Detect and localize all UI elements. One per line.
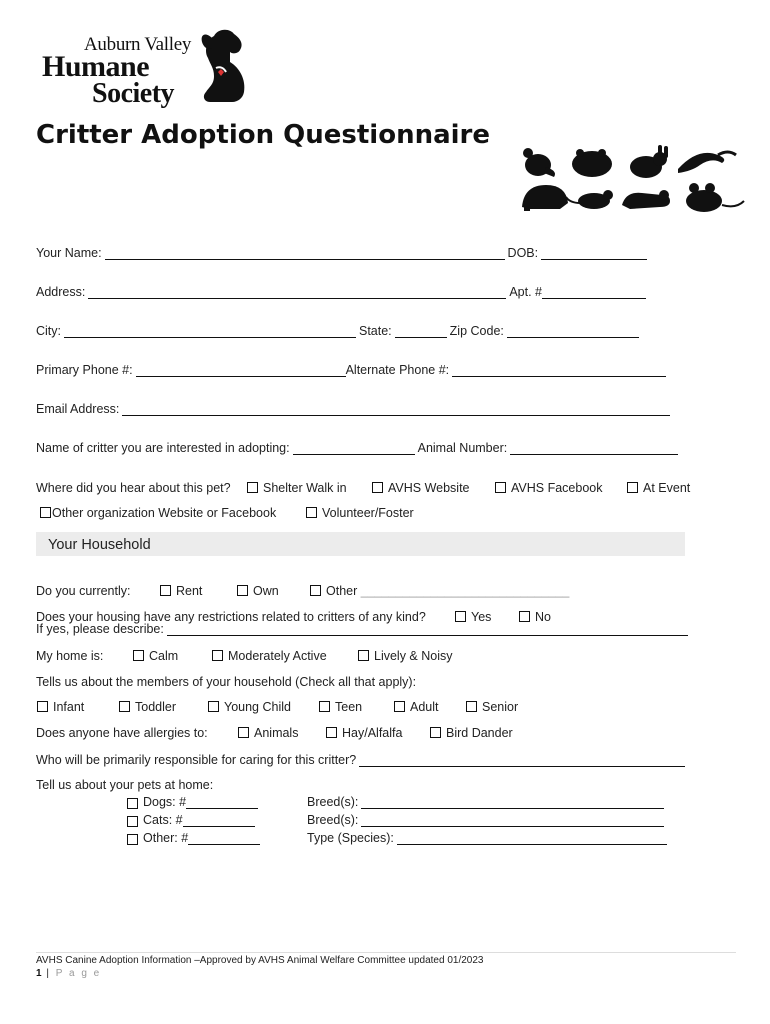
cats-breed-input[interactable] <box>361 814 664 827</box>
checkbox[interactable] <box>326 727 337 738</box>
city-row <box>36 324 642 338</box>
hamster-icon <box>572 149 612 177</box>
name-row <box>36 246 650 260</box>
checkbox[interactable] <box>319 701 330 712</box>
option-label: Yes <box>471 610 492 624</box>
animal-number-input[interactable] <box>510 442 678 455</box>
member-toddler[interactable] <box>119 700 176 714</box>
currently-own[interactable] <box>237 584 279 598</box>
address-input[interactable] <box>88 286 506 299</box>
member-infant[interactable] <box>37 700 84 714</box>
logo-line1: Auburn Valley <box>84 34 192 55</box>
checkbox[interactable] <box>310 585 321 596</box>
pets-other-row <box>127 831 263 845</box>
member-young-child[interactable] <box>208 700 291 714</box>
hear-option-website[interactable] <box>372 481 470 495</box>
email-label: Email Address: <box>36 402 120 416</box>
rabbit-icon <box>630 145 668 178</box>
logo-line2: Humane <box>42 50 150 83</box>
name-label: Your Name: <box>36 246 102 260</box>
hear-option-shelter[interactable] <box>247 481 347 495</box>
critter-name-label: Name of critter you are interested in adopting: <box>36 441 290 455</box>
pets-cats-breed-row <box>307 813 667 827</box>
allergy-hay[interactable] <box>326 726 402 740</box>
zip-input[interactable] <box>507 325 639 338</box>
option-label: Moderately Active <box>228 649 327 663</box>
describe-label: If yes, please describe: <box>36 622 164 636</box>
critter-icons <box>518 145 750 215</box>
address-row <box>36 285 649 299</box>
option-label: Own <box>253 584 279 598</box>
checkbox[interactable] <box>430 727 441 738</box>
checkbox[interactable] <box>212 650 223 661</box>
checkbox[interactable] <box>127 816 138 827</box>
section-title: Your Household <box>48 537 151 553</box>
currently-label: Do you currently: <box>36 584 131 598</box>
hear-option-other-org[interactable] <box>40 506 276 520</box>
address-label: Address: <box>36 285 86 299</box>
home-moderate[interactable] <box>212 649 327 663</box>
checkbox[interactable] <box>466 701 477 712</box>
page-num: 1 <box>36 968 42 979</box>
checkbox[interactable] <box>208 701 219 712</box>
lizard-icon <box>678 152 736 173</box>
footer-divider <box>36 952 736 953</box>
pets-dogs-breed-row <box>307 795 667 809</box>
ferret-icon <box>622 190 670 209</box>
page-number: 1 | P a g e <box>36 968 102 979</box>
pet-detail-label: Breed(s): <box>307 813 359 827</box>
pet-label: Dogs: # <box>143 795 187 809</box>
home-calm[interactable] <box>133 649 178 663</box>
pet-label: Other: # <box>143 831 189 845</box>
member-teen[interactable] <box>319 700 362 714</box>
critter-row <box>36 441 681 455</box>
dob-input[interactable] <box>541 247 647 260</box>
checkbox[interactable] <box>306 507 317 518</box>
zip-label: Zip Code: <box>449 324 504 338</box>
member-adult[interactable] <box>394 700 439 714</box>
describe-input[interactable] <box>167 623 688 636</box>
checkbox[interactable] <box>495 482 506 493</box>
option-label: Calm <box>149 649 179 663</box>
phone-row <box>36 363 669 377</box>
checkbox[interactable] <box>372 482 383 493</box>
checkbox[interactable] <box>127 834 138 845</box>
home-lively[interactable] <box>358 649 453 663</box>
checkbox[interactable] <box>627 482 638 493</box>
state-label: State: <box>359 324 392 338</box>
alt-phone-label: Alternate Phone #: <box>345 363 450 377</box>
dogs-count-input[interactable] <box>186 796 258 809</box>
option-label: Young Child <box>224 700 291 714</box>
option-label: Toddler <box>135 700 176 714</box>
option-label: Rent <box>176 584 203 598</box>
checkbox[interactable] <box>119 701 130 712</box>
responsible-input[interactable] <box>359 754 685 767</box>
email-row <box>36 402 673 416</box>
checkbox[interactable] <box>160 585 171 596</box>
pets-cats-row <box>127 813 258 827</box>
phone-label: Primary Phone #: <box>36 363 133 377</box>
page-word: P a g e <box>55 968 102 979</box>
other-count-input[interactable] <box>188 832 260 845</box>
hear-option-volunteer[interactable] <box>306 506 414 520</box>
option-label: Lively & Noisy <box>374 649 453 663</box>
home-label: My home is: <box>36 649 104 663</box>
option-label: AVHS Facebook <box>511 481 603 495</box>
household-section-header <box>36 532 685 556</box>
option-label: Hay/Alfalfa <box>342 726 403 740</box>
describe-row <box>36 622 691 636</box>
dog-silhouette-icon <box>196 28 250 104</box>
option-label: AVHS Website <box>388 481 470 495</box>
checkbox[interactable] <box>40 507 51 518</box>
pets-dogs-row <box>127 795 261 809</box>
option-label: Shelter Walk in <box>263 481 347 495</box>
allergy-bird-dander[interactable] <box>430 726 513 740</box>
pets-other-species-row <box>307 831 670 845</box>
page-title: Critter Adoption Questionnaire <box>36 120 491 150</box>
state-input[interactable] <box>395 325 447 338</box>
other-species-input[interactable] <box>397 832 667 845</box>
allergy-animals[interactable] <box>238 726 298 740</box>
option-label: Infant <box>53 700 85 714</box>
checkbox[interactable] <box>133 650 144 661</box>
animal-number-label: Animal Number: <box>417 441 508 455</box>
name-input[interactable] <box>105 247 505 260</box>
allergies-question: Does anyone have allergies to: <box>36 726 208 740</box>
checkbox[interactable] <box>519 611 530 622</box>
phone-input[interactable] <box>136 364 346 377</box>
option-label: Bird Dander <box>446 726 513 740</box>
option-label: Animals <box>254 726 299 740</box>
pet-label: Cats: # <box>143 813 183 827</box>
critter-name-input[interactable] <box>293 442 415 455</box>
email-input[interactable] <box>122 403 670 416</box>
responsible-question: Who will be primarily responsible for caring for this critter? <box>36 753 357 767</box>
option-label: Teen <box>335 700 363 714</box>
hear-option-facebook[interactable] <box>495 481 602 495</box>
dogs-breed-input[interactable] <box>361 796 664 809</box>
checkbox[interactable] <box>127 798 138 809</box>
dob-label: DOB: <box>507 246 539 260</box>
checkbox[interactable] <box>237 585 248 596</box>
checkbox[interactable] <box>238 727 249 738</box>
hear-option-event[interactable] <box>627 481 690 495</box>
option-label: Other organization Website or Facebook <box>52 506 277 520</box>
chinchilla-icon <box>523 148 555 177</box>
guinea-pig-icon <box>522 185 568 211</box>
avhs-logo <box>40 28 250 108</box>
checkbox[interactable] <box>455 611 466 622</box>
checkbox[interactable] <box>247 482 258 493</box>
pets-question: Tell us about your pets at home: <box>36 778 214 792</box>
restrictions-question: Does your housing have any restrictions related to critters of any kind? <box>36 610 426 624</box>
member-senior[interactable] <box>466 700 518 714</box>
mouse-icon <box>686 183 744 212</box>
city-label: City: <box>36 324 61 338</box>
footer-text: AVHS Canine Adoption Information –Approved by AVHS Animal Welfare Committee updated 01/2023 <box>36 955 484 966</box>
responsible-row <box>36 753 688 767</box>
option-label: Senior <box>482 700 519 714</box>
checkbox[interactable] <box>358 650 369 661</box>
checkbox[interactable] <box>37 701 48 712</box>
apt-input[interactable] <box>542 286 646 299</box>
option-label: Adult <box>410 700 439 714</box>
currently-other[interactable] <box>310 584 569 598</box>
currently-rent[interactable] <box>160 584 202 598</box>
apt-label: Apt. # <box>509 285 543 299</box>
hear-question: Where did you hear about this pet? <box>36 481 231 495</box>
members-question: Tells us about the members of your household (Check all that apply): <box>36 675 417 689</box>
logo-line3: Society <box>92 78 175 109</box>
option-label: Volunteer/Foster <box>322 506 414 520</box>
pet-detail-label: Type (Species): <box>307 831 394 845</box>
other-blank[interactable]: ______________________________ <box>360 584 570 598</box>
option-label: Other <box>326 584 358 598</box>
checkbox[interactable] <box>394 701 405 712</box>
cats-count-input[interactable] <box>183 814 255 827</box>
alt-phone-input[interactable] <box>452 364 666 377</box>
city-input[interactable] <box>64 325 356 338</box>
pet-detail-label: Breed(s): <box>307 795 359 809</box>
rat-icon <box>566 190 613 209</box>
option-label: No <box>535 610 551 624</box>
option-label: At Event <box>643 481 691 495</box>
